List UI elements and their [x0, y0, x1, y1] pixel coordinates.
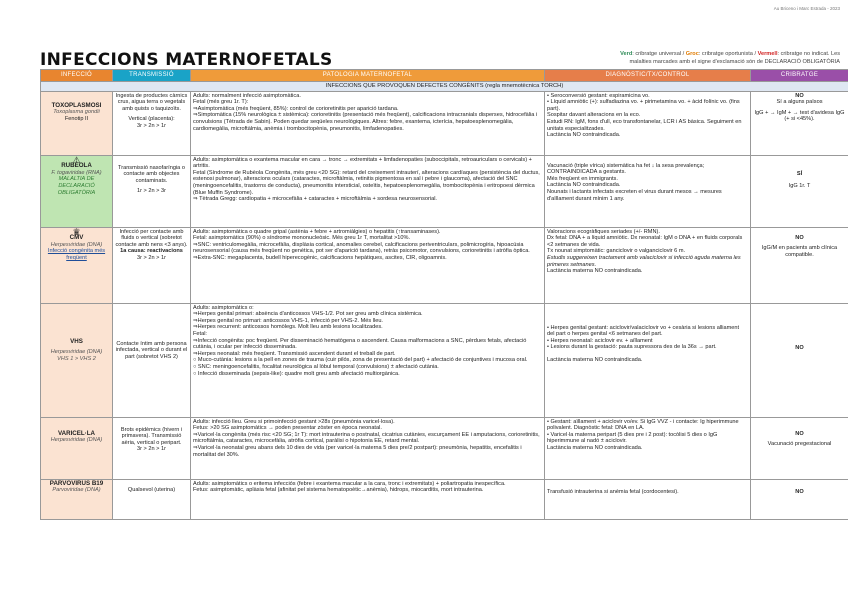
pathology-line: ⇒Herpes genital no primari: anticossos VHS-1, infecció per VHS-2. Més lleu.: [193, 317, 383, 324]
diagnosis-cell: [545, 417, 751, 479]
infection-cell: [41, 227, 113, 303]
diagnosis-line: Lactància materna NO contraindicada.: [547, 268, 643, 275]
diagnosis-line: Més freqüent en immigrants.: [547, 175, 618, 182]
screening-cell: [751, 479, 848, 519]
infection-name: TOXOPLASMOSI: [51, 101, 102, 109]
table-row: [41, 479, 848, 519]
infection-extra: MALALTIA DE DECLARACIÓ OBLIGATÒRIA: [57, 176, 96, 196]
transmission-line: 1a causa: reactivacions: [120, 248, 183, 255]
table-row: [41, 417, 848, 479]
header-diagnosis: DIAGNÒSTIC/TX/CONTROL: [545, 70, 751, 82]
screening-line: Vacunació pregestacional: [767, 441, 832, 448]
infection-cell: [41, 91, 113, 155]
transmission-line: 1r > 2n > 3r: [137, 188, 166, 195]
infection-name: PARVOVIRUS B19: [49, 479, 104, 487]
infection-extra: Infecció congènita més freqüent: [47, 248, 106, 261]
infection-species: Toxoplasma gondii: [53, 109, 100, 116]
infection-cell: [41, 155, 113, 227]
header-infection: INFECCIÓ: [41, 70, 113, 82]
header-screening: CRIBRATGE: [751, 70, 848, 82]
diagnosis-line: Dx fetal: DNA + a líquid amniòtic. Dx neonatal: IgM o DNA + en fluids corporals <2 setmanes de vida.: [547, 235, 743, 248]
screening-line: IgG + → IgM + → test d'avidesa IgG (+ si <45%).: [754, 109, 845, 123]
screening-line: [753, 157, 846, 171]
pathology-cell: [191, 155, 545, 227]
infection-extra: VHS 1 > VHS 2: [57, 355, 96, 362]
transmission-line: Infecció per contacte amb fluids o vertical (sobretot contacte amb nens <3 anys).: [115, 228, 188, 248]
screening-line: Sí a alguns països: [776, 99, 823, 106]
diagnosis-line: • Gestant: aïllament + aciclovir vo/ev. Si IgG VVZ - i contacte: Ig hiperimmune polivalent. Diagnòstic fetal: DNA en LA.: [547, 418, 739, 432]
pathology-line: Fetus: >20 SG asimptomàtics → poden presentar zòster en època neonatal.: [193, 425, 382, 432]
pathology-line: Fetus: asimptomàtic, aplàsia fetal (afinitat pel sistema hematopoètic→anèmia), hidrops, miocarditis, mort intrauterina.: [193, 487, 484, 494]
transmission-line: Vertical (placenta):: [128, 116, 175, 123]
pathology-line: ⇒Herpes neonatal: més freqüent. Transmissió ascendent durant el treball de part.: [193, 350, 396, 357]
pathology-line: Fetal (més greu 1r. T):: [193, 99, 249, 106]
diagnosis-line: • Lesions durant la gestació: pauta supressora des de la 36s → part.: [547, 344, 717, 351]
pathology-cell: [191, 479, 545, 519]
table-row: [41, 303, 848, 417]
pathology-line: ⇒Extra-SNC: megaplacenta, budell hiperecogènic, calcificacions hepàtiques, ascites, CIR, oligoamnis.: [193, 254, 447, 261]
transmission-cell: [113, 479, 191, 519]
diagnosis-line: • Herpes genital gestant: aciclovir/valaciclovir vo + cesària si lesions alliament del part o herpes genital <6 setmanes del part.: [547, 324, 740, 338]
pathology-line: Adults: asimptomàtics o eritema infecciós (febre i exantema macular a la cara, tronc i extremitats) + poliartropatia inespecífica.: [193, 480, 506, 487]
infection-species: Herpesviridae (DNA): [50, 241, 103, 248]
infection-name: CMV: [69, 234, 84, 242]
diagnosis-cell: [545, 91, 751, 155]
screening-line: IgG 1r. T: [788, 183, 811, 190]
infection-name: RUBÈOLA: [61, 162, 92, 170]
diagnosis-cell: [545, 303, 751, 417]
transmission-line: Transmissió nasofaríngia o contacte amb objectes contaminats.: [118, 164, 185, 184]
warning-icon: ⚠: [72, 155, 81, 165]
diagnosis-line: • Herpes neonatal: aciclovir ev. + aïllament: [547, 337, 653, 344]
table-row: [41, 91, 848, 155]
pathology-line: Fetal (Síndrome de Rubèola Congènita, més greu <20 SG): retard del creixement intrauterí, alteracions cardíaques (persistència del ductus, estenosi pulmonar), alteracions oculars (cataractes, microftàlmia, retinitis pigmentosa en sal i pebre i glaucoma), afectació del SNC (meningoencefalitis, trastorns de conducta), pneumonitis intersticial, osteïtis, hepatoesplenomegàlia, trombocitopènia i eritropoesi dèrmica (Blue Muffin Syndrome).: [193, 169, 540, 196]
diagnosis-line: • Líquid amniòtic (+): sulfadiazina vo. + pirimetamina vo. + àcid folínic vo. (fins part).: [547, 99, 740, 112]
diagnosis-line: Lactància NO contraindicada.: [547, 182, 621, 189]
transmission-line: Qualsevol (uterina): [127, 486, 176, 493]
pathology-line: ○ SNC: meningoencefalitis, focalitat neurològica al lòbul temporal (convulsions) ± afectació cutània.: [193, 363, 439, 370]
transmission-cell: [113, 155, 191, 227]
pathology-cell: [191, 227, 545, 303]
diagnosis-cell: [545, 479, 751, 519]
infection-species: F. togaviridae (RNA): [51, 169, 102, 176]
infection-cell: [41, 479, 113, 519]
table-row: [41, 155, 848, 227]
header-transmission: TRANSMISSIÓ: [113, 70, 191, 82]
pathology-line: Adults: infecció lleu. Greu si primoinfecció gestant >28s (pneumònia varicel·losa).: [193, 418, 395, 425]
infection-cell: [41, 417, 113, 479]
transmission-cell: [113, 91, 191, 155]
screening-cell: [751, 417, 848, 479]
pathology-line: ○ Muco-cutània: lesions a la pell en zones de trauma (cuir pilós, zona de presentació del part) + afectació de conjuntives i mucosa oral.: [193, 357, 528, 364]
table-header-row: [41, 70, 848, 82]
page-title: INFECCIONS MATERNOFETALS: [40, 50, 333, 70]
screening-cell: [751, 303, 848, 417]
diagnosis-line: Transfusió intrauterina si anèmia fetal (cordocentesi).: [547, 488, 679, 495]
pathology-line: ⇒Herpes genital primari: absència d'anticossos VHS-1/2. Pot ser greu amb clínica sistèmica.: [193, 311, 423, 318]
table-row: [41, 227, 848, 303]
pathology-line: ⇒Simptomàtica (15% neurològica ± sistèmica): corioretinitis (presentació més freqüent), calcificacions intracranials disperses, hidrocefàlia i convulsions (Tètrada de Sabin). Poden quedar seqüeles neurològiques. Altres: febre, exantema, icterícia, hepatoesplenomegàlia, cardiomegàlia, microftàlmia, anèmia i trombocitopènia, pneumonitis, limfadenopaties.: [193, 112, 538, 132]
diagnosis-line: Sospitar davant alteracions en la eco.: [547, 112, 641, 119]
pathology-line: ○ Infecció disseminada (sepsis-like): quadre molt greu amb afectació multiorgànica.: [193, 370, 400, 377]
pathology-line: ⇒Varicel·la congènita (més risc <20 SG; 1r T): mort intrauterina o postnatal, cicatrius cutànies, escurçament EE i amputacions, corioretinitis, microftàlmia, cataractes, microcefàlia, atròfia cortical, paràlisi o hipotonia EE, retard mental.: [193, 431, 540, 445]
screening-line: NO: [795, 344, 804, 351]
pathology-cell: [191, 417, 545, 479]
pathology-cell: [191, 303, 545, 417]
screening-line: NO: [795, 488, 804, 495]
screening-cell: [751, 155, 848, 227]
infection-species: Herpesviridae (DNA): [50, 349, 103, 356]
pathology-line: ⇒SNC: ventriculomegàlia, microcefàlia, displàsia cortical, anomalies cerebel, calcificacions periventriculars, polimicrogíria, hipoacúsia neurosensorial (causa més freqüent no genètica, pot ser d'aparició tardana), retràs psicomotor, convulsions, corioretinitis i atròfia òptica.: [193, 241, 530, 255]
screening-line: SÍ: [796, 170, 803, 177]
diagnosis-line: Tx nounat simptomàtic: ganciclovir o valganciclovir 6 m.: [547, 248, 686, 255]
transmission-line: 3r > 2n > 1r: [137, 446, 166, 453]
transmission-line: 3r > 2n > 1r: [137, 122, 166, 129]
pathology-line: Adults: normalment infecció asimptomàtica.: [193, 92, 301, 99]
transmission-cell: [113, 303, 191, 417]
legend-red-text: : cribratge no indicat. Les: [777, 51, 840, 57]
transmission-cell: [113, 417, 191, 479]
infection-species: Parvoviridae (DNA): [52, 487, 101, 494]
diagnosis-line: Valoracions ecogràfiques seriades (+/- RMN).: [547, 228, 660, 235]
diagnosis-line: Lactància materna NO contraindicada.: [547, 444, 643, 451]
diagnosis-line: Vacunació (triple vírica) sistemàtica ha fet ↓ la sesa prevalença; CONTRAINDICADA a gestants.: [547, 162, 705, 176]
legend-green-text: : cribratge universal /: [632, 51, 685, 57]
legend-orange-text: : cribratge oportunista /: [698, 51, 757, 57]
pathology-line: Fetal:: [193, 330, 207, 337]
screening-cell: [751, 227, 848, 303]
pathology-cell: [191, 91, 545, 155]
screening-line: NO: [795, 92, 804, 99]
transmission-line: Contacte íntim amb persona infectada, vertical o durant el part (sobretot VHS 2): [115, 340, 188, 360]
diagnosis-line: Estudi RN: IgM, fons d'ull, eco transfontanelar, LCR i AS bàsica. Seguiment en unitats especialitzades.: [547, 118, 742, 132]
screening-line: IgG/M en pacients amb clínica compatible.: [761, 245, 838, 258]
infection-cell: [41, 303, 113, 417]
pathology-line: ⇒ Tètrada Gregg: cardiopatia + microcefàlia + cataractes + microftàlmia + sordesa neurosensorial.: [193, 196, 437, 203]
transmission-line: Ingesta de productes càrnics crus, aigua terra o vegetals amb quists o taquizoïts.: [115, 92, 188, 112]
transmission-line: 3r > 2n > 1r: [137, 254, 166, 261]
diagnosis-cell: [545, 227, 751, 303]
diagnosis-cell: [545, 155, 751, 227]
diagnosis-line: Estudis suggereixen tractament amb valaciclovir si infecció aguda materna les primeres setmanes.: [547, 254, 741, 268]
pathology-line: ⇒Herpes recurrent: anticossos homòlegs. Molt lleu amb lesions localitzades.: [193, 324, 383, 331]
screening-line: [753, 419, 846, 431]
infection-name: VARICEL·LA: [57, 429, 95, 437]
infection-name: VHS: [70, 337, 83, 345]
legend-line2: malalties marcades amb el signe d'exclamació són de DECLARACIÓ OBLIGATÒRIA: [629, 59, 840, 65]
transmission-line: Brots epidèmics (hivern i primavera). Transmissió aèria, vertical o peripart.: [120, 426, 183, 446]
legend-orange: Groc: [685, 51, 699, 57]
transmission-cell: [113, 227, 191, 303]
crown-icon: ♛: [72, 227, 81, 237]
pathology-line: Adults: asimptomàtica o exantema macular en cara → tronc → extremitats + limfadenopaties (suboccipitals, retroauriculars o cervicals) + artritis.: [193, 156, 532, 170]
header-pathology: PATOLOGIA MATERNOFETAL: [191, 70, 545, 82]
pathology-line: ⇒Asimptomàtica (més freqüent, 85%): control de corioretinitis per aparició tardana.: [193, 105, 399, 112]
screening-line: NO: [795, 430, 804, 437]
diagnosis-line: Nounats i lactants infectats excreten el virus durant mesos → mesures d'aïllament durant mínim 1 any.: [547, 188, 722, 202]
pathology-line: Fetal: asimptomàtics (90%) o síndrome mononucleòsic. Més greu 1r T, mortalitat >10%.: [193, 235, 411, 242]
diagnosis-line: Lactància materna NO contraindicada.: [547, 356, 643, 363]
section-row: [41, 82, 848, 92]
screening-cell: [751, 91, 848, 155]
pathology-line: Adults: asimptomàtics o:: [193, 304, 254, 311]
diagnosis-line: • Seroconversió gestant: espiramicina vo.: [547, 92, 650, 99]
legend: [530, 50, 840, 66]
section-title: INFECCIONS QUE PROVOQUEN DEFECTES CONGÈNITS (regla mnemotècnica TORCH): [41, 82, 848, 92]
pathology-line: ⇒Infecció congènita: poc freqüent. Per disseminació hematògena o ascendent. Causa malformacions a SNC, pèrdues fetals, afectació cutània, i ocular per infecció disseminada.: [193, 337, 527, 351]
diagnosis-line: Lactància NO contraindicada.: [547, 132, 621, 139]
legend-green: Verd: [620, 51, 633, 57]
infection-extra: Fenotip II: [64, 115, 89, 122]
author-credit: Au Briceno i Marc Estrada - 2023: [773, 6, 840, 11]
pathology-line: Adults: asimptomàtica o quadre gripal (astènia + febre + artromiàlgies) o hepatitis (↑transaminases).: [193, 228, 441, 235]
infections-table: [40, 69, 848, 520]
pathology-line: ⇒Varicel·la neonatal greu abans dels 10 dies de vida (per varicel·la materna 5 dies pre/2 postpart): pneumònia, hepatitis, encefalitis i mortalitat del 30%.: [193, 444, 522, 458]
infection-species: Herpesviridae (DNA): [50, 437, 103, 444]
screening-line: NO: [795, 234, 804, 241]
diagnosis-line: • Varicel·la materna peripart (5 dies pre i 2 post): tocòlisi 5 dies o IgG hiperimmune al nadó ± aciclovir.: [547, 431, 718, 445]
legend-red: Vermell: [757, 51, 778, 57]
